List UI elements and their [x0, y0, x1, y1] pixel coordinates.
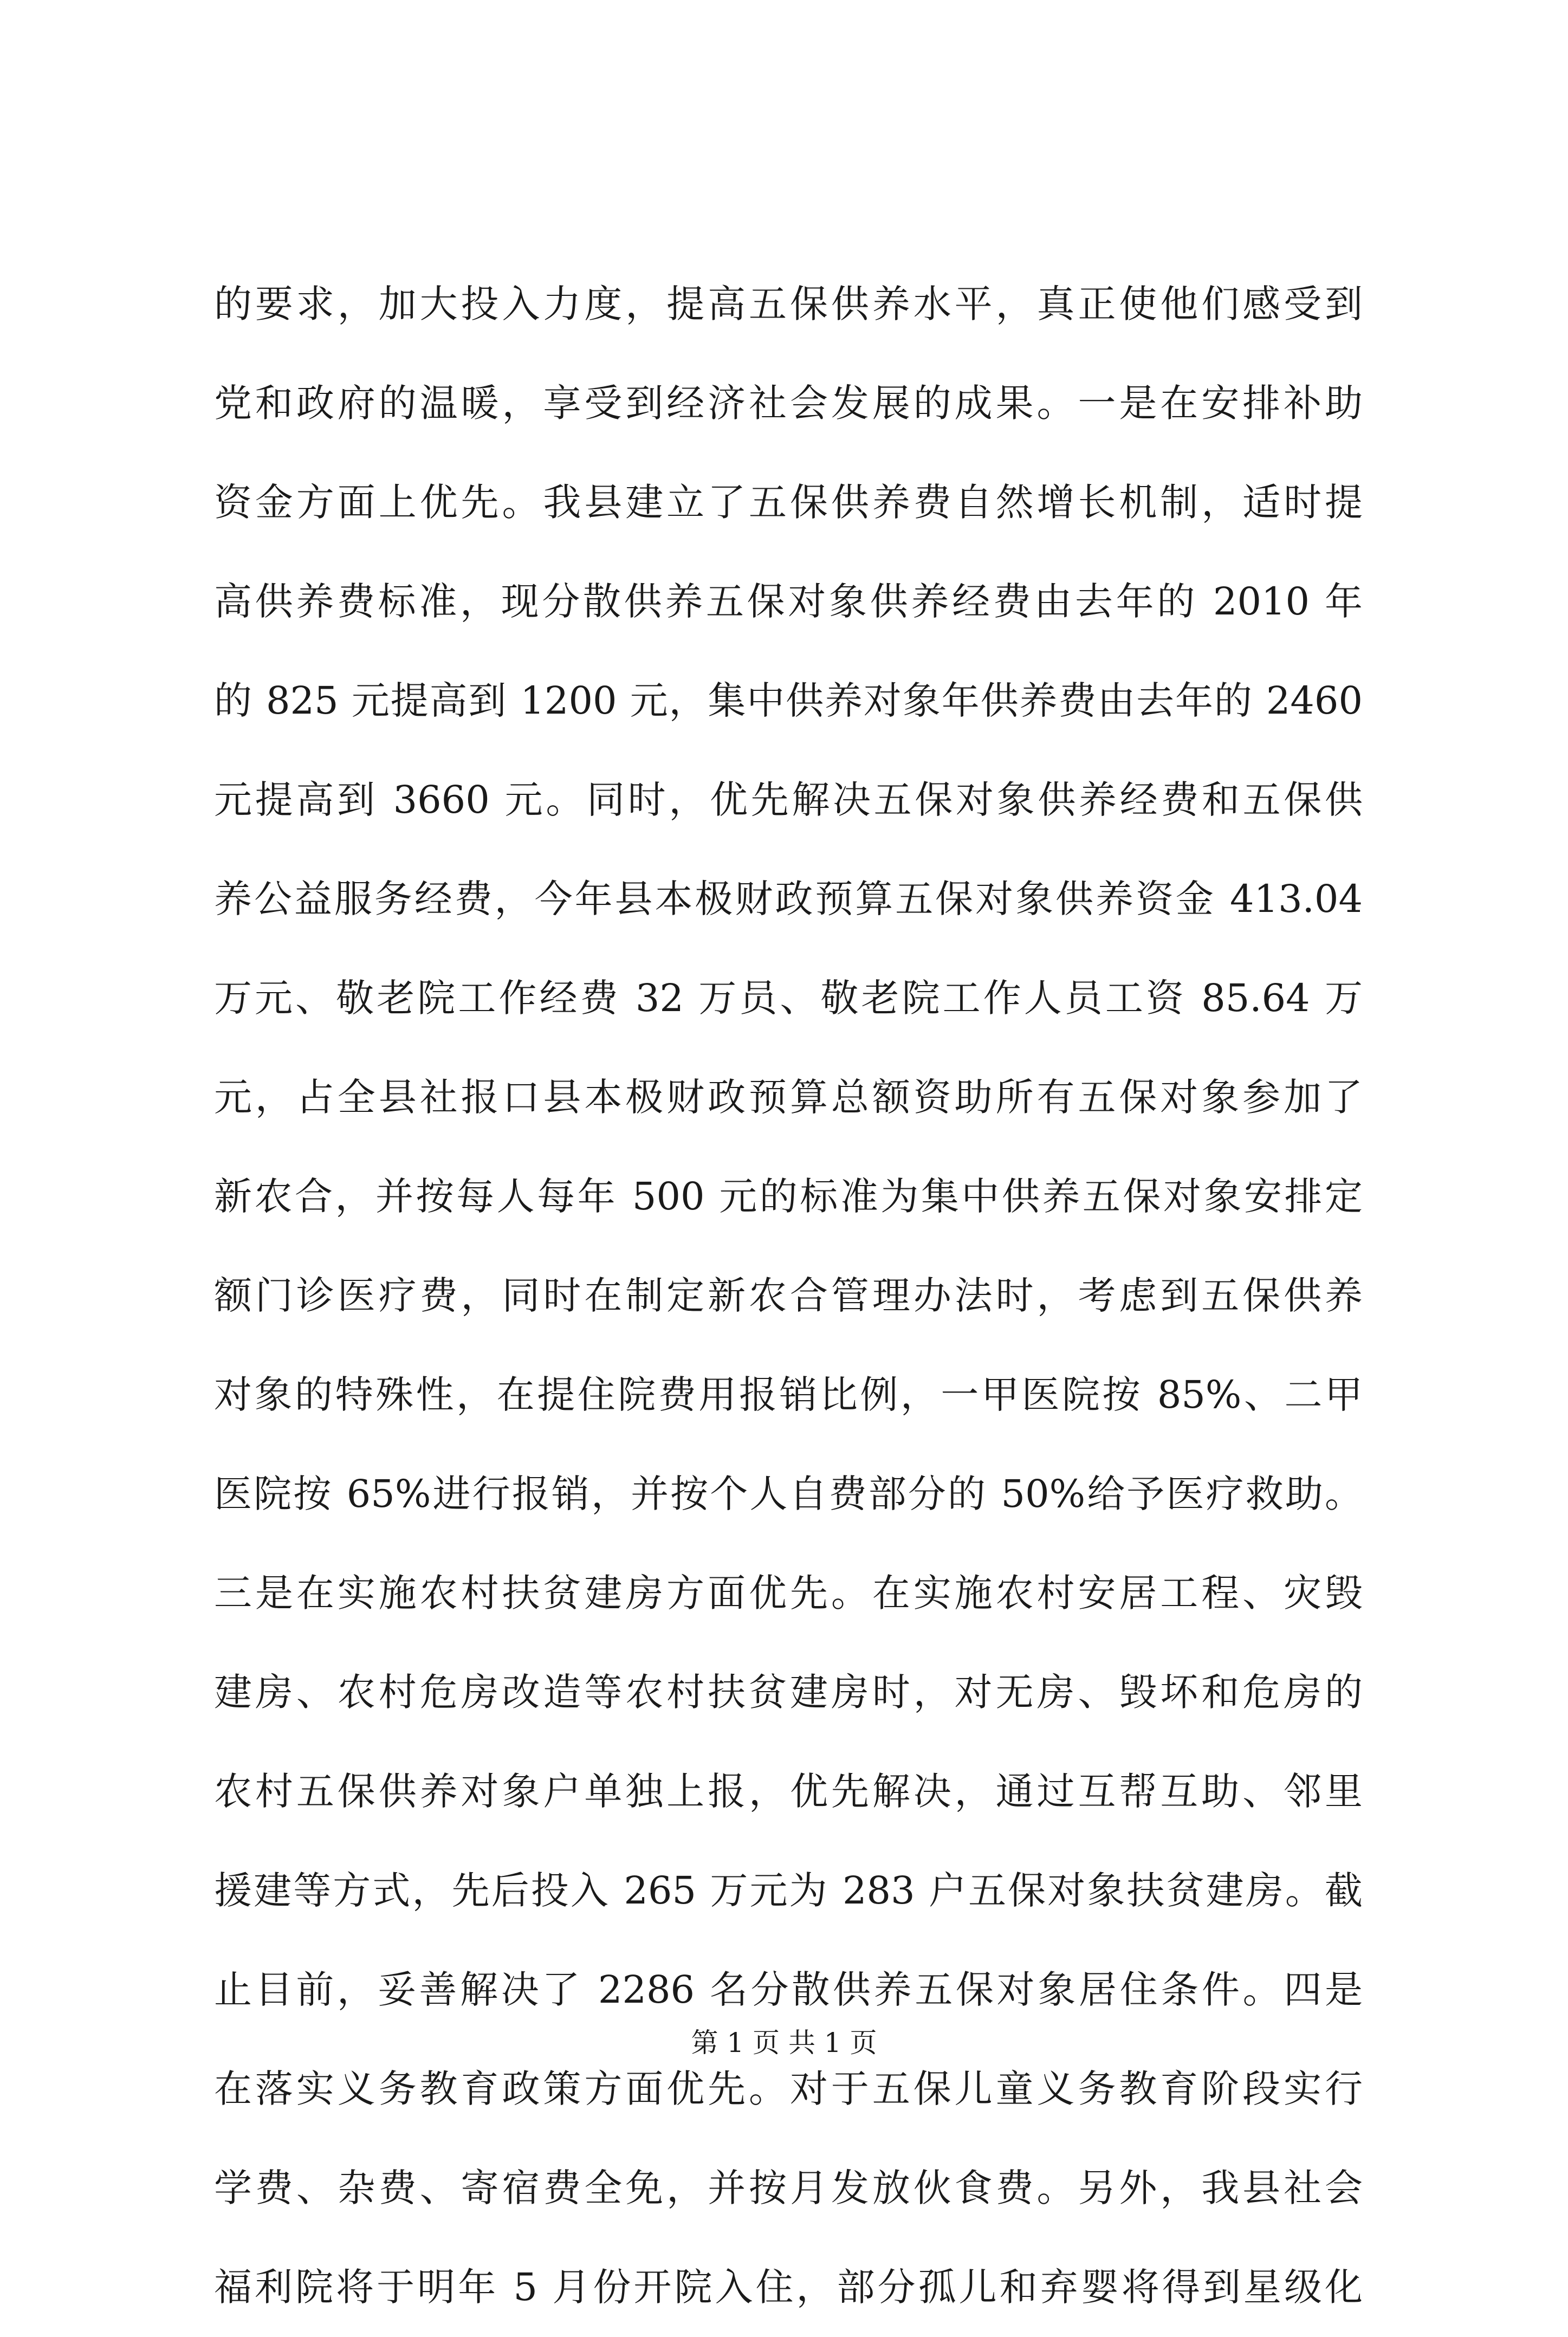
- text-line: 元提高到 3660 元。同时，优先解决五保对象供养经费和五保供: [214, 778, 1363, 822]
- text-line: 学费、杂费、寄宿费全免，并按月发放伙食费。另外，我县社会: [214, 2166, 1363, 2210]
- text-line: 养公益服务经费，今年县本极财政预算五保对象供养资金 413.04: [214, 877, 1363, 921]
- text-line: 的要求，加大投入力度，提高五保供养水平，真正使他们感受到: [214, 282, 1363, 326]
- text-line: 在落实义务教育政策方面优先。对于五保儿童义务教育阶段实行: [214, 2067, 1363, 2111]
- text-line: 止目前，妥善解决了 2286 名分散供养五保对象居住条件。四是: [214, 1967, 1363, 2012]
- text-line: 资金方面上优先。我县建立了五保供养费自然增长机制，适时提: [214, 480, 1363, 525]
- text-line: 三是在实施农村扶贫建房方面优先。在实施农村安居工程、灾毁: [214, 1571, 1363, 1615]
- text-line: 建房、农村危房改造等农村扶贫建房时，对无房、毁坏和危房的: [214, 1670, 1363, 1714]
- text-line: 的 825 元提高到 1200 元，集中供养对象年供养费由去年的 2460: [214, 678, 1363, 723]
- text-line: 医院按 65%进行报销，并按个人自费部分的 50%给予医疗救助。: [214, 1472, 1363, 1516]
- text-line: 新农合，并按每人每年 500 元的标准为集中供养五保对象安排定: [214, 1174, 1363, 1219]
- text-line: 援建等方式，先后投入 265 万元为 283 户五保对象扶贫建房。截: [214, 1868, 1363, 1913]
- text-line: 福利院将于明年 5 月份开院入住，部分孤儿和弃婴将得到星级化: [214, 2265, 1363, 2309]
- body-text: [214, 255, 1363, 2337]
- text-line: 对象的特殊性，在提住院费用报销比例，一甲医院按 85%、二甲: [214, 1373, 1363, 1417]
- text-line: 高供养费标准，现分散供养五保对象供养经费由去年的 2010 年: [214, 579, 1363, 624]
- text-line: 万元、敬老院工作经费 32 万员、敬老院工作人员工资 85.64 万: [214, 976, 1363, 1020]
- page-footer: 第 1 页 共 1 页: [691, 2027, 877, 2058]
- text-line: 额门诊医疗费，同时在制定新农合管理办法时，考虑到五保供养: [214, 1273, 1363, 1318]
- text-line: 农村五保供养对象户单独上报，优先解决，通过互帮互助、邻里: [214, 1769, 1363, 1814]
- text-line: 党和政府的温暖，享受到经济社会发展的成果。一是在安排补助: [214, 381, 1363, 425]
- text-line: 元，占全县社报口县本极财政预算总额资助所有五保对象参加了: [214, 1075, 1363, 1119]
